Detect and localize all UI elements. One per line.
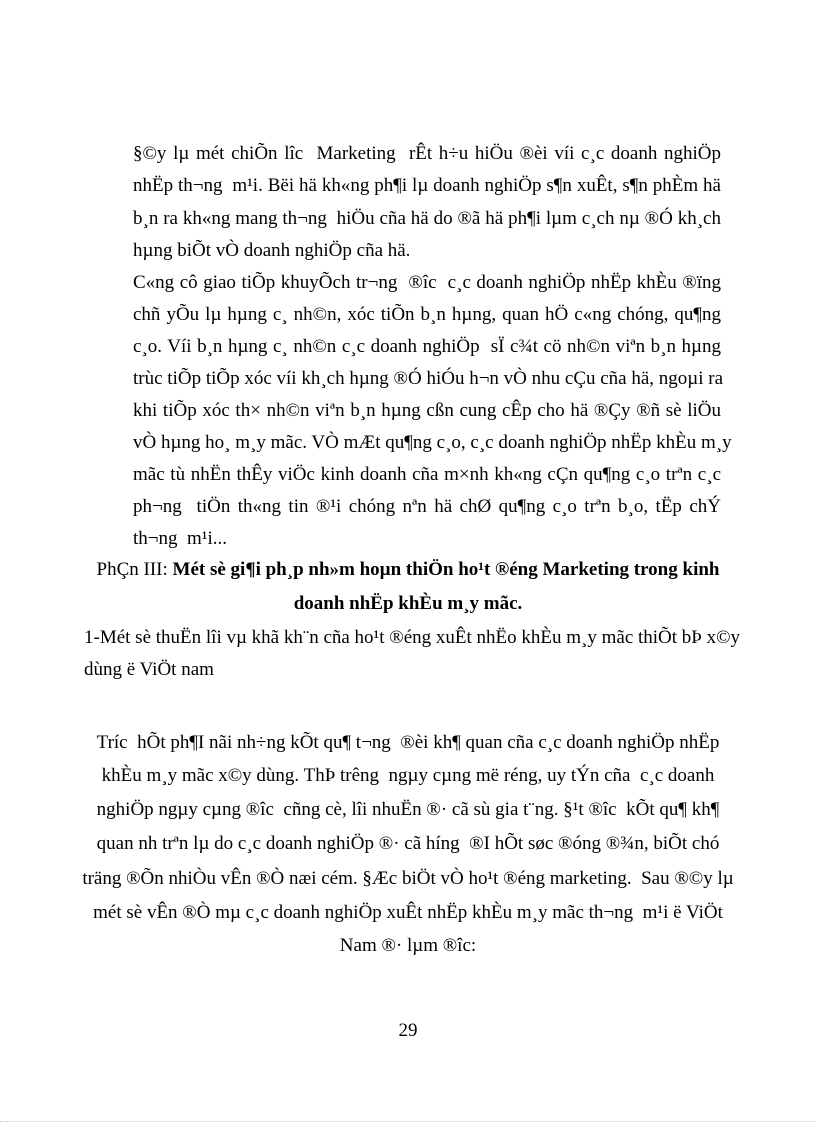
paragraph-1-line: §©y lµ mét chiÕn lîc Marketing rÊt h÷u hiÖu ®èi víi c¸c doanh nghiÖp	[133, 143, 721, 164]
section-heading-prefix: PhÇn III:	[96, 559, 173, 580]
paragraph-1-line: nhËp th¬ng m¹i. Bëi hä kh«ng ph¶i lµ doanh nghiÖp s¶n xuÊt, s¶n phÈm hä	[133, 175, 721, 196]
section-heading	[0, 557, 816, 583]
paragraph-2-line: khi tiÕp xóc th× nh©n viªn b¸n hµng cßn cung cÊp cho hä ®Çy ®ñ sè liÖu	[133, 400, 721, 421]
paragraph-3-line: mét sè vÊn ®Ò mµ c¸c doanh nghiÖp xuÊt nhËp khÈu m¸y mãc th¬ng m¹i ë ViÖt	[93, 902, 723, 923]
paragraph-1-line: b¸n ra kh«ng mang th¬ng hiÖu cña hä do ®ã hä ph¶i lµm c¸ch nµ ®Ó kh¸ch	[133, 208, 721, 229]
paragraph-3-line: Tríc hÕt ph¶I nãi nh÷ng kÕt qu¶ t¬ng ®èi kh¶ quan cña c¸c doanh nghiÖp nhËp	[96, 732, 720, 753]
page-number: 29	[398, 1020, 418, 1041]
paragraph-3-line: Nam ®· lµm ®îc:	[339, 935, 477, 956]
paragraph-2-line: chñ yÕu lµ hµng c¸ nh©n, xóc tiÕn b¸n hµng, quan hÖ c«ng chóng, qu¶ng	[133, 304, 721, 325]
paragraph-2-line: vÒ hµng ho¸ m¸y mãc. VÒ mÆt qu¶ng c¸o, c¸c doanh nghiÖp nhËp khÈu m¸y	[133, 432, 732, 453]
paragraph-3-line: nghiÖp ngµy cµng ®îc cñng cè, lîi nhuËn ®· cã sù gia t¨ng. §¹t ®îc kÕt qu¶ kh¶	[96, 799, 720, 820]
paragraph-3-line: khÈu m¸y mãc x©y dùng. ThÞ trêng ngµy cµng më réng, uy tÝn cña c¸c doanh	[101, 765, 715, 786]
paragraph-2-line: C«ng cô giao tiÕp khuyÕch tr¬ng ®îc c¸c doanh nghiÖp nhËp khÈu ®ïng	[133, 272, 721, 293]
paragraph-2-line: mãc tù nhËn thÊy viÖc kinh doanh cña m×nh kh«ng cÇn qu¶ng c¸o trªn c¸c	[133, 464, 721, 485]
paragraph-2-line: c¸o. Víi b¸n hµng c¸ nh©n c¸c doanh nghiÖp sÏ c¾t cö nh©n viªn b¸n hµng	[133, 336, 721, 357]
paragraph-2-line: ph¬ng tiÖn th«ng tin ®¹i chóng nªn hä chØ qu¶ng c¸o trªn b¸o, tËp chÝ	[133, 496, 721, 517]
section-heading-title-cont: doanh nhËp khÈu m¸y mãc.	[293, 593, 523, 614]
paragraph-2-line: th¬ng m¹i...	[133, 528, 227, 549]
section-heading-title: Mét sè gi¶i ph¸p nh»m hoµn thiÖn ho¹t ®éng Marketing trong kinh	[172, 559, 720, 580]
paragraph-1-line: hµng biÕt vÒ doanh nghiÖp cña hä.	[133, 240, 411, 261]
page-bottom-divider	[0, 1121, 816, 1122]
paragraph-2-line: trùc tiÕp tiÕp xóc víi kh¸ch hµng ®Ó hiÓu h¬n vÒ nhu cÇu cña hä, ngoµi ra	[133, 368, 724, 389]
subsection-heading: dùng ë ViÖt nam	[84, 659, 214, 680]
paragraph-3-line: träng ®Õn nhiÒu vÊn ®Ò næi cém. §Æc biÖt vÒ ho¹t ®éng marketing. Sau ®©y lµ	[82, 868, 734, 889]
subsection-heading: 1-Mét sè thuËn lîi vµ khã kh¨n cña ho¹t ®éng xuÊt nhËo khÈu m¸y mãc thiÕt bÞ x©y	[84, 627, 741, 648]
paragraph-3-line: quan nh trªn lµ do c¸c doanh nghiÖp ®· cã híng ®I hÕt søc ®óng ®¾n, biÕt chó	[96, 833, 720, 854]
